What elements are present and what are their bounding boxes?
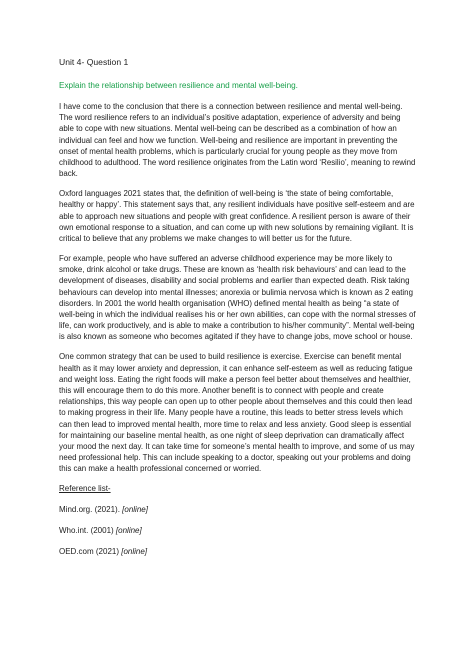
reference-list-title: Reference list-: [59, 484, 111, 494]
reference-text: Who.int. (2001): [59, 526, 116, 536]
reference-item: [59, 546, 416, 557]
reference-online-tag: [online]: [122, 505, 148, 515]
reference-text: OED.com (2021): [59, 547, 122, 557]
reference-item: [59, 504, 416, 515]
paragraph-1: I have come to the conclusion that there is a connection between resilience and mental well-being. The word resilience refers to an individual’s positive adaptation, experience of adversity and being able to cope with new situations. Mental well-being can be described as a combination of how an individual can feel and how we function. Well-being and resilience are important in preventing the onset of mental health problems, which is particularly crucial for young people as they move from childhood to adulthood. The word resilience originates from the Latin word ‘Resilio’, meaning to rewind back.: [59, 102, 416, 179]
reference-item: [59, 525, 416, 536]
paragraph-2: Oxford languages 2021 states that, the definition of well-being is ‘the state of being comfortable, healthy or happy’. This statement says that, any resilient individuals have positive self-esteem and are able to approach new situations and people with great confidence. A resilient person is aware of their own emotional response to a situation, and can come up with new solutions by remaining vigilant. It is critical to believe that any problems we make changes to will better us for the future.: [59, 189, 415, 244]
reference-online-tag: [online]: [121, 547, 148, 557]
paragraph-3: For example, people who have suffered an adverse childhood experience may be more likely to smoke, drink alcohol or take drugs. These are known as ‘health risk behaviours’ and can lead to the development of diseases, disability and social problems and earlier than expected death. Risk taking behaviours can develop into mental illnesses; anorexia or bulimia nervosa which is known as 2 eating disorders. In 2001 the world health organisation (WHO) defined mental health as being “a state of well-being in which the individual realises his or her own abilities, can cope with the normal stresses of life, can work productively, and is able to make a contribution to his/her community”. Mental well-being is also known as someone who becomes agitated if they have to change jobs, move school or house.: [59, 254, 416, 342]
paragraph-4: One common strategy that can be used to build resilience is exercise. Exercise can benefit mental health as it may lower anxiety and depression, it can enhance self-esteem as well as reducing fatigue and weight loss. Eating the right foods will make a person feel better about themselves and healthier, this will encourage them to do this more. Another benefit is to connect with people and create relationships, this way people can open up to other people about themselves and this could then lead to making progress in their life. Many people have a routine, this leads to better stress levels which can then lead to improved mental health, more time to relax and less anxiety. Good sleep is essential for maintaining our baseline mental health, as one night of sleep deprivation can dramatically affect your mood the next day. It can take time for someone’s mental health to improve, and some of us may need professional help. This can include speaking to a doctor, speaking out your problems and doing this can make a health professional concerned or worried.: [59, 352, 415, 474]
reference-text: Mind.org. (2021).: [59, 505, 123, 515]
document-heading: Unit 4- Question 1: [59, 57, 129, 67]
reference-online-tag: [online]: [115, 526, 142, 536]
question-text: Explain the relationship between resilience and mental well-being.: [59, 81, 298, 90]
